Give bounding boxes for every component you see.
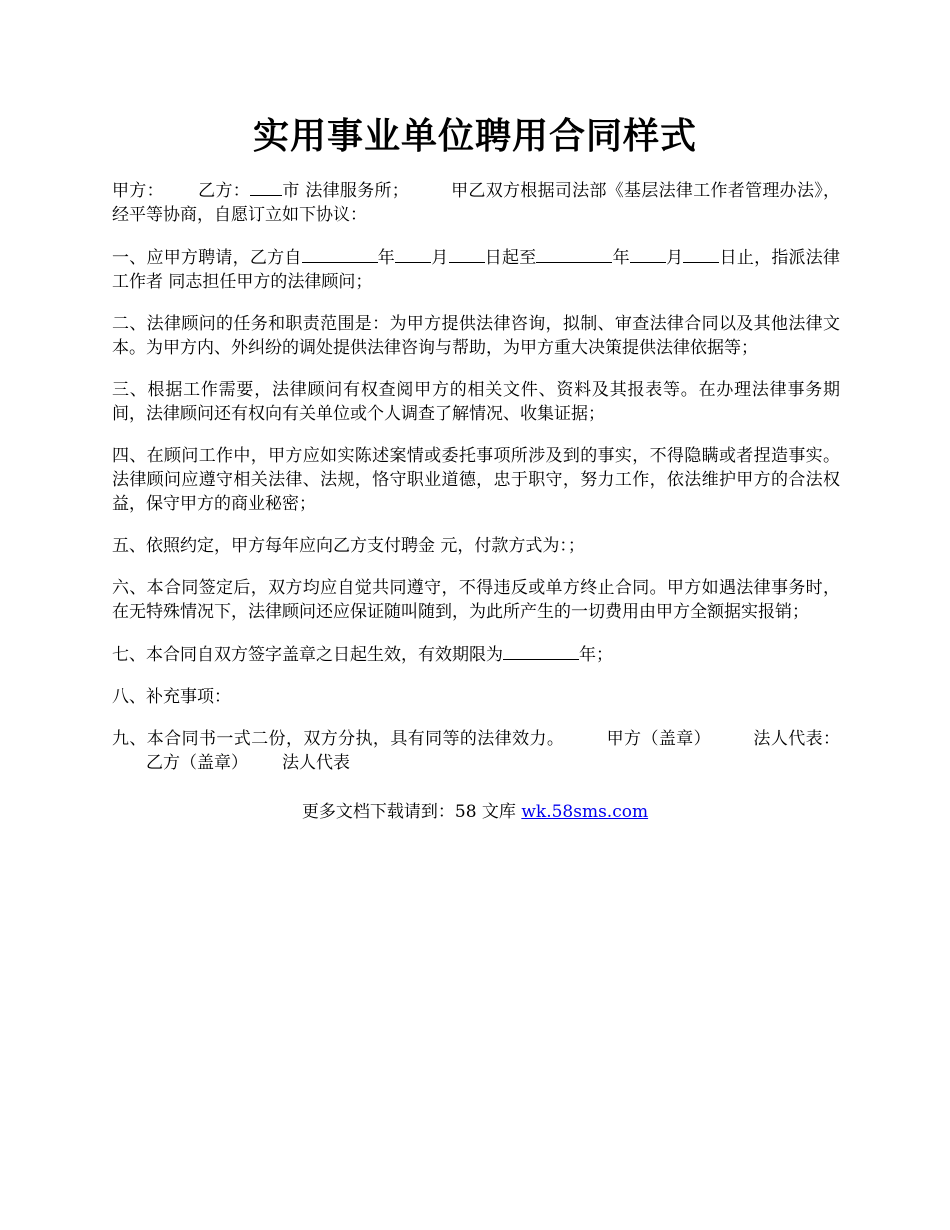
start-month-blank [395, 245, 431, 263]
footer-text: 更多文档下载请到：58 文库 [301, 802, 522, 822]
footer-link[interactable]: wk.58sms.com [521, 802, 649, 822]
party-a-label: 甲方： [112, 181, 164, 201]
party-a-representative: 法人代表： [753, 729, 841, 749]
clause-1-month-end: 月 [665, 248, 684, 268]
clause-7-suffix: 年； [579, 645, 613, 665]
clause-4: 四、在顾问工作中，甲方应如实陈述案情或委托事项所涉及到的事实，不得隐瞒或者捏造事实。法律顾问应遵守相关法律、法规，恪守职业道德，忠于职守，努力工作，依法维护甲方的合法权益，保守甲方的商业秘密； [112, 446, 840, 514]
clause-1 [112, 245, 840, 294]
clause-1-text: 一、应甲方聘请，乙方自 [112, 248, 302, 268]
clause-7 [112, 642, 840, 667]
clause-6: 六、本合同签定后，双方均应自觉共同遵守，不得违反或单方终止合同。甲方如遇法律事务时，在无特殊情况下，法律顾问还应保证随叫随到，为此所产生的一切费用由甲方全额据实报销； [112, 578, 840, 622]
preamble-text: 甲乙双方根据司法部《基层法律工作者管理办法》，经平等协商，自愿订立如下协议： [112, 181, 841, 225]
city-blank [250, 178, 282, 196]
footer [0, 800, 950, 824]
party-b-seal: 乙方（盖章） [146, 753, 248, 773]
end-year-blank [536, 245, 612, 263]
clause-7-text: 七、本合同自双方签字盖章之日起生效，有效期限为 [112, 645, 503, 665]
clause-1-year: 年 [377, 248, 396, 268]
party-b-label: 乙方： [197, 181, 251, 201]
end-day-blank [683, 245, 719, 263]
party-a-seal: 甲方（盖章） [606, 729, 712, 749]
document-title: 实用事业单位聘用合同样式 [252, 115, 697, 157]
clause-2: 二、法律顾问的任务和职责范围是：为甲方提供法律咨询，拟制、审查法律合同以及其他法律文本。为甲方内、外纠纷的调处提供法律咨询与帮助，为甲方重大决策提供法律依据等； [112, 314, 840, 358]
clause-3: 三、根据工作需要，法律顾问有权查阅甲方的相关文件、资料及其报表等。在办理法律事务期间，法律顾问还有权向有关单位或个人调查了解情况、收集证据； [112, 380, 840, 424]
clause-9 [112, 727, 840, 775]
intro-paragraph [112, 178, 840, 227]
document-body [112, 178, 840, 793]
city-suffix: 市 法律服务所； [282, 181, 409, 201]
clause-5: 五、依照约定，甲方每年应向乙方支付聘金 元，付款方式为：； [112, 536, 585, 556]
clause-1-day: 日起至 [484, 248, 537, 268]
clause-1-year-end: 年 [612, 248, 630, 268]
clause-1-month: 月 [431, 248, 449, 268]
clause-1-day-end: 日止，指派法律工作者 同志担任甲方的法律顾问； [112, 248, 841, 292]
start-day-blank [449, 245, 485, 263]
clause-8: 八、补充事项： [112, 687, 231, 707]
clause-9-text: 九、本合同书一式二份，双方分执，具有同等的法律效力。 [112, 729, 565, 749]
start-year-blank [302, 245, 378, 263]
validity-years-blank [503, 642, 579, 660]
end-month-blank [630, 245, 666, 263]
party-b-representative: 法人代表 [282, 753, 350, 773]
